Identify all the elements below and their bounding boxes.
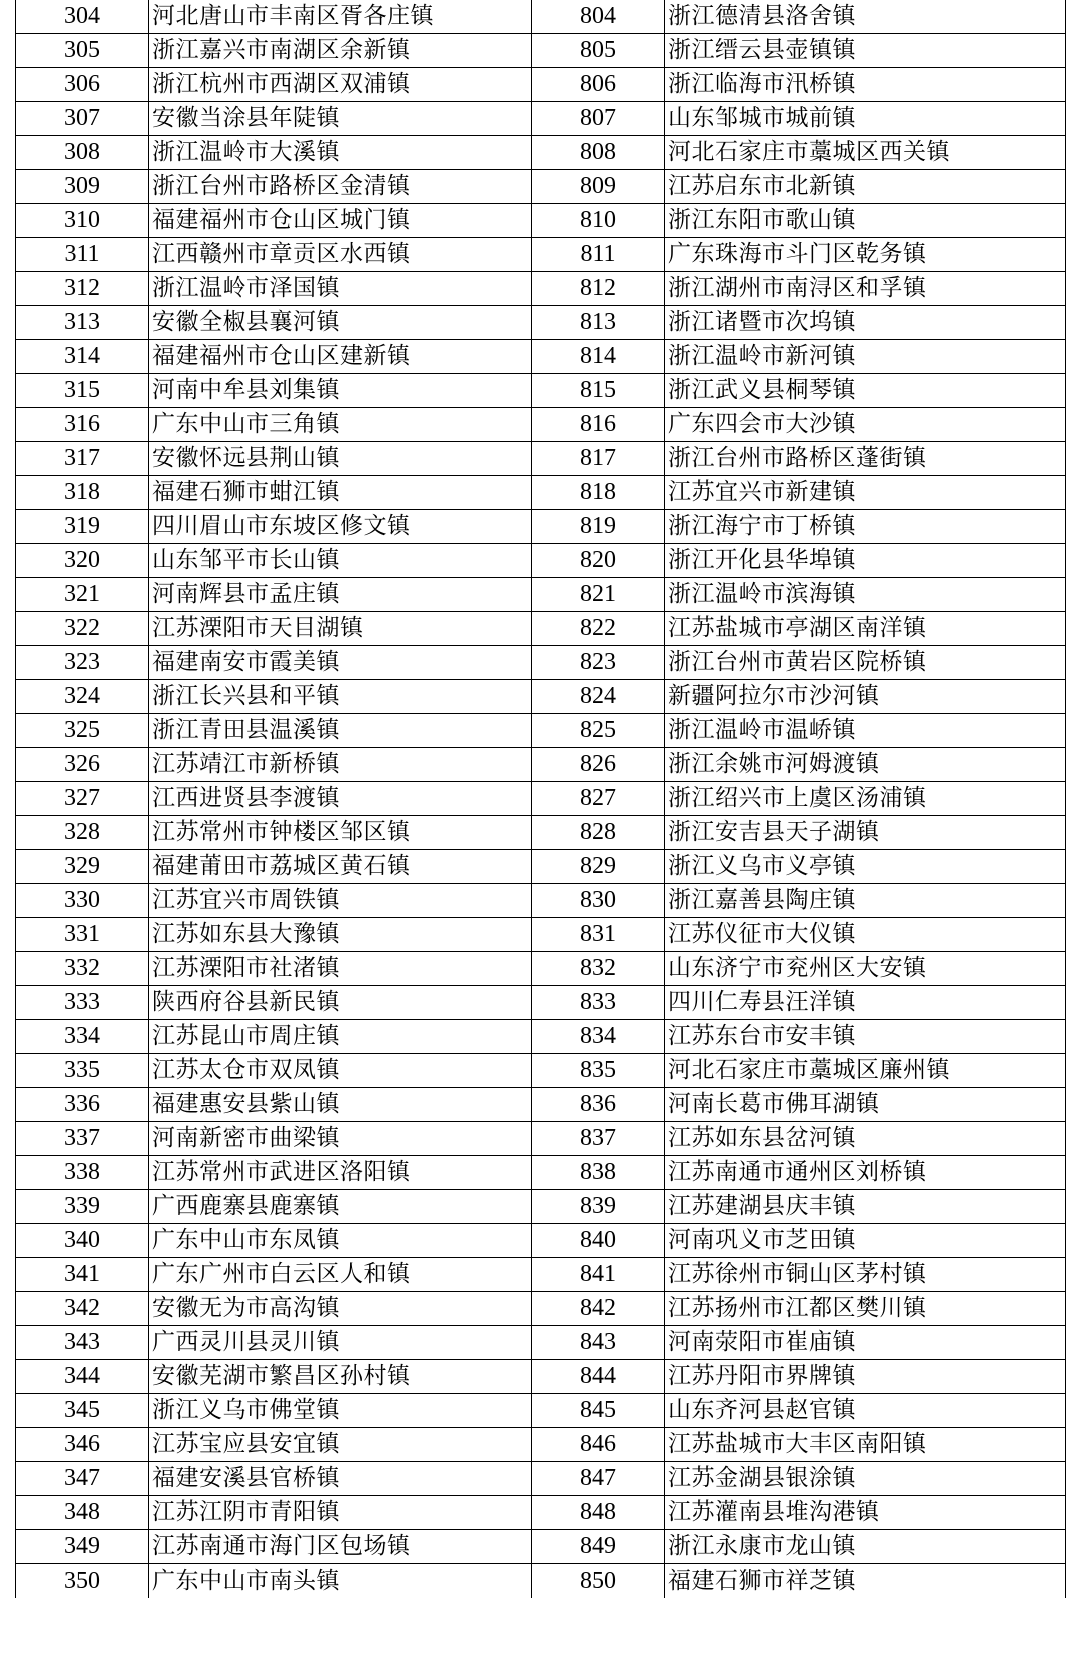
right-town-cell: 江苏徐州市铜山区茅村镇 [665,1258,1066,1292]
right-number-cell: 811 [532,238,665,272]
right-town-cell: 浙江临海市汛桥镇 [665,68,1066,102]
right-number-cell: 817 [532,442,665,476]
right-number-cell: 841 [532,1258,665,1292]
left-town-cell: 陕西府谷县新民镇 [149,986,532,1020]
left-town-cell: 安徽无为市高沟镇 [149,1292,532,1326]
right-number-cell: 809 [532,170,665,204]
left-number-cell: 304 [16,0,149,34]
left-number-cell: 350 [16,1564,149,1598]
right-town-cell: 江苏南通市通州区刘桥镇 [665,1156,1066,1190]
table-row [16,442,1066,476]
left-number-cell: 325 [16,714,149,748]
right-town-cell: 浙江温岭市滨海镇 [665,578,1066,612]
right-town-cell: 浙江永康市龙山镇 [665,1530,1066,1564]
left-number-cell: 334 [16,1020,149,1054]
left-town-cell: 福建安溪县官桥镇 [149,1462,532,1496]
left-number-cell: 331 [16,918,149,952]
right-town-cell: 浙江台州市路桥区蓬街镇 [665,442,1066,476]
right-number-cell: 837 [532,1122,665,1156]
table-row [16,816,1066,850]
left-number-cell: 318 [16,476,149,510]
left-number-cell: 307 [16,102,149,136]
left-town-cell: 江苏常州市钟楼区邹区镇 [149,816,532,850]
left-town-cell: 江苏靖江市新桥镇 [149,748,532,782]
right-number-cell: 845 [532,1394,665,1428]
right-town-cell: 河南巩义市芝田镇 [665,1224,1066,1258]
right-town-cell: 浙江诸暨市次坞镇 [665,306,1066,340]
right-number-cell: 812 [532,272,665,306]
table-row [16,714,1066,748]
right-town-cell: 浙江台州市黄岩区院桥镇 [665,646,1066,680]
table-row [16,204,1066,238]
left-number-cell: 342 [16,1292,149,1326]
right-number-cell: 819 [532,510,665,544]
left-town-cell: 河南新密市曲梁镇 [149,1122,532,1156]
right-number-cell: 804 [532,0,665,34]
left-town-cell: 河南中牟县刘集镇 [149,374,532,408]
town-table-body [16,0,1066,1598]
table-row [16,1530,1066,1564]
right-number-cell: 806 [532,68,665,102]
left-number-cell: 345 [16,1394,149,1428]
right-number-cell: 814 [532,340,665,374]
right-town-cell: 浙江温岭市温峤镇 [665,714,1066,748]
left-number-cell: 320 [16,544,149,578]
right-town-cell: 福建石狮市祥芝镇 [665,1564,1066,1598]
right-number-cell: 816 [532,408,665,442]
left-number-cell: 324 [16,680,149,714]
table-row [16,1224,1066,1258]
table-row [16,238,1066,272]
left-number-cell: 305 [16,34,149,68]
left-town-cell: 江苏太仓市双凤镇 [149,1054,532,1088]
right-number-cell: 846 [532,1428,665,1462]
left-town-cell: 安徽怀远县荆山镇 [149,442,532,476]
left-town-cell: 福建石狮市蚶江镇 [149,476,532,510]
table-row [16,748,1066,782]
right-town-cell: 浙江义乌市义亭镇 [665,850,1066,884]
right-number-cell: 810 [532,204,665,238]
left-number-cell: 309 [16,170,149,204]
right-number-cell: 835 [532,1054,665,1088]
right-number-cell: 849 [532,1530,665,1564]
right-number-cell: 824 [532,680,665,714]
left-number-cell: 311 [16,238,149,272]
right-town-cell: 江苏宜兴市新建镇 [665,476,1066,510]
table-row [16,680,1066,714]
left-number-cell: 323 [16,646,149,680]
right-town-cell: 山东济宁市兖州区大安镇 [665,952,1066,986]
left-number-cell: 306 [16,68,149,102]
right-number-cell: 815 [532,374,665,408]
left-number-cell: 313 [16,306,149,340]
right-number-cell: 842 [532,1292,665,1326]
right-town-cell: 河北石家庄市藁城区西关镇 [665,136,1066,170]
table-row [16,1020,1066,1054]
left-town-cell: 广东中山市三角镇 [149,408,532,442]
table-row [16,1054,1066,1088]
right-number-cell: 834 [532,1020,665,1054]
right-number-cell: 848 [532,1496,665,1530]
table-row [16,68,1066,102]
left-town-cell: 广东广州市白云区人和镇 [149,1258,532,1292]
right-number-cell: 821 [532,578,665,612]
right-town-cell: 浙江绍兴市上虞区汤浦镇 [665,782,1066,816]
right-number-cell: 813 [532,306,665,340]
table-row [16,1258,1066,1292]
left-number-cell: 326 [16,748,149,782]
table-row [16,952,1066,986]
left-town-cell: 广东中山市东凤镇 [149,1224,532,1258]
right-town-cell: 浙江安吉县天子湖镇 [665,816,1066,850]
left-town-cell: 江苏宜兴市周铁镇 [149,884,532,918]
right-number-cell: 830 [532,884,665,918]
right-town-cell: 江苏如东县岔河镇 [665,1122,1066,1156]
right-town-cell: 江苏盐城市大丰区南阳镇 [665,1428,1066,1462]
left-number-cell: 330 [16,884,149,918]
left-town-cell: 江苏南通市海门区包场镇 [149,1530,532,1564]
left-number-cell: 332 [16,952,149,986]
left-number-cell: 316 [16,408,149,442]
left-number-cell: 348 [16,1496,149,1530]
right-town-cell: 广东珠海市斗门区乾务镇 [665,238,1066,272]
table-row [16,340,1066,374]
right-number-cell: 820 [532,544,665,578]
right-number-cell: 832 [532,952,665,986]
table-row [16,306,1066,340]
table-row [16,884,1066,918]
right-town-cell: 浙江海宁市丁桥镇 [665,510,1066,544]
right-number-cell: 836 [532,1088,665,1122]
right-town-cell: 江苏东台市安丰镇 [665,1020,1066,1054]
left-town-cell: 山东邹平市长山镇 [149,544,532,578]
right-number-cell: 840 [532,1224,665,1258]
table-row [16,136,1066,170]
left-number-cell: 308 [16,136,149,170]
left-number-cell: 343 [16,1326,149,1360]
left-number-cell: 322 [16,612,149,646]
table-row [16,782,1066,816]
right-number-cell: 847 [532,1462,665,1496]
table-row [16,1292,1066,1326]
right-number-cell: 831 [532,918,665,952]
left-number-cell: 349 [16,1530,149,1564]
right-town-cell: 浙江温岭市新河镇 [665,340,1066,374]
table-row [16,170,1066,204]
right-town-cell: 四川仁寿县汪洋镇 [665,986,1066,1020]
left-town-cell: 安徽当涂县年陡镇 [149,102,532,136]
left-town-cell: 福建莆田市荔城区黄石镇 [149,850,532,884]
left-town-cell: 浙江温岭市大溪镇 [149,136,532,170]
left-town-cell: 江苏溧阳市社渚镇 [149,952,532,986]
right-number-cell: 805 [532,34,665,68]
right-number-cell: 826 [532,748,665,782]
left-number-cell: 339 [16,1190,149,1224]
left-number-cell: 347 [16,1462,149,1496]
right-town-cell: 浙江德清县洛舍镇 [665,0,1066,34]
left-town-cell: 浙江义乌市佛堂镇 [149,1394,532,1428]
table-row [16,1088,1066,1122]
table-row [16,1326,1066,1360]
town-table [15,0,1066,1598]
right-number-cell: 808 [532,136,665,170]
right-town-cell: 浙江嘉善县陶庄镇 [665,884,1066,918]
table-row [16,476,1066,510]
right-number-cell: 823 [532,646,665,680]
left-town-cell: 浙江温岭市泽国镇 [149,272,532,306]
table-row [16,1462,1066,1496]
right-town-cell: 山东邹城市城前镇 [665,102,1066,136]
left-town-cell: 福建南安市霞美镇 [149,646,532,680]
right-town-cell: 江苏灌南县堆沟港镇 [665,1496,1066,1530]
left-town-cell: 安徽芜湖市繁昌区孙村镇 [149,1360,532,1394]
left-number-cell: 321 [16,578,149,612]
left-town-cell: 江苏宝应县安宜镇 [149,1428,532,1462]
right-town-cell: 新疆阿拉尔市沙河镇 [665,680,1066,714]
left-town-cell: 福建惠安县紫山镇 [149,1088,532,1122]
left-number-cell: 317 [16,442,149,476]
right-number-cell: 828 [532,816,665,850]
right-town-cell: 山东齐河县赵官镇 [665,1394,1066,1428]
left-number-cell: 335 [16,1054,149,1088]
right-number-cell: 822 [532,612,665,646]
left-town-cell: 浙江台州市路桥区金清镇 [149,170,532,204]
left-number-cell: 344 [16,1360,149,1394]
table-row [16,918,1066,952]
left-town-cell: 广西鹿寨县鹿寨镇 [149,1190,532,1224]
table-row [16,1564,1066,1598]
table-row [16,646,1066,680]
left-town-cell: 福建福州市仓山区建新镇 [149,340,532,374]
right-town-cell: 浙江余姚市河姆渡镇 [665,748,1066,782]
left-town-cell: 浙江杭州市西湖区双浦镇 [149,68,532,102]
right-number-cell: 850 [532,1564,665,1598]
right-number-cell: 829 [532,850,665,884]
right-town-cell: 浙江缙云县壶镇镇 [665,34,1066,68]
table-row [16,986,1066,1020]
right-town-cell: 浙江湖州市南浔区和孚镇 [665,272,1066,306]
right-number-cell: 827 [532,782,665,816]
table-row [16,102,1066,136]
left-number-cell: 346 [16,1428,149,1462]
left-number-cell: 333 [16,986,149,1020]
right-number-cell: 833 [532,986,665,1020]
table-row [16,544,1066,578]
left-number-cell: 315 [16,374,149,408]
right-number-cell: 818 [532,476,665,510]
left-number-cell: 310 [16,204,149,238]
left-town-cell: 安徽全椒县襄河镇 [149,306,532,340]
right-number-cell: 807 [532,102,665,136]
right-town-cell: 广东四会市大沙镇 [665,408,1066,442]
left-town-cell: 浙江长兴县和平镇 [149,680,532,714]
right-town-cell: 河南荥阳市崔庙镇 [665,1326,1066,1360]
right-town-cell: 江苏金湖县银涂镇 [665,1462,1066,1496]
table-row [16,578,1066,612]
right-town-cell: 江苏启东市北新镇 [665,170,1066,204]
table-row [16,612,1066,646]
right-town-cell: 江苏仪征市大仪镇 [665,918,1066,952]
right-number-cell: 844 [532,1360,665,1394]
left-town-cell: 江西进贤县李渡镇 [149,782,532,816]
right-number-cell: 843 [532,1326,665,1360]
left-number-cell: 340 [16,1224,149,1258]
left-number-cell: 312 [16,272,149,306]
table-row [16,272,1066,306]
table-row [16,1394,1066,1428]
left-town-cell: 福建福州市仓山区城门镇 [149,204,532,238]
table-row [16,850,1066,884]
table-row [16,1122,1066,1156]
left-town-cell: 广东中山市南头镇 [149,1564,532,1598]
right-town-cell: 浙江武义县桐琴镇 [665,374,1066,408]
right-town-cell: 江苏丹阳市界牌镇 [665,1360,1066,1394]
left-number-cell: 341 [16,1258,149,1292]
left-number-cell: 327 [16,782,149,816]
right-number-cell: 825 [532,714,665,748]
table-row [16,1156,1066,1190]
right-town-cell: 河南长葛市佛耳湖镇 [665,1088,1066,1122]
left-number-cell: 338 [16,1156,149,1190]
left-town-cell: 江苏昆山市周庄镇 [149,1020,532,1054]
right-town-cell: 江苏建湖县庆丰镇 [665,1190,1066,1224]
left-town-cell: 江苏溧阳市天目湖镇 [149,612,532,646]
table-row [16,0,1066,34]
left-number-cell: 336 [16,1088,149,1122]
right-town-cell: 江苏盐城市亭湖区南洋镇 [665,612,1066,646]
table-row [16,1428,1066,1462]
left-town-cell: 四川眉山市东坡区修文镇 [149,510,532,544]
table-row [16,408,1066,442]
left-number-cell: 314 [16,340,149,374]
table-row [16,1496,1066,1530]
left-number-cell: 337 [16,1122,149,1156]
left-town-cell: 浙江青田县温溪镇 [149,714,532,748]
left-town-cell: 广西灵川县灵川镇 [149,1326,532,1360]
table-row [16,1360,1066,1394]
left-town-cell: 河北唐山市丰南区胥各庄镇 [149,0,532,34]
table-row [16,374,1066,408]
right-town-cell: 浙江开化县华埠镇 [665,544,1066,578]
town-list-sheet [15,0,1065,1598]
left-town-cell: 河南辉县市孟庄镇 [149,578,532,612]
left-number-cell: 328 [16,816,149,850]
right-number-cell: 839 [532,1190,665,1224]
left-town-cell: 江西赣州市章贡区水西镇 [149,238,532,272]
left-number-cell: 319 [16,510,149,544]
table-row [16,510,1066,544]
left-town-cell: 江苏江阴市青阳镇 [149,1496,532,1530]
table-row [16,1190,1066,1224]
table-row [16,34,1066,68]
left-town-cell: 浙江嘉兴市南湖区余新镇 [149,34,532,68]
left-number-cell: 329 [16,850,149,884]
left-town-cell: 江苏常州市武进区洛阳镇 [149,1156,532,1190]
left-town-cell: 江苏如东县大豫镇 [149,918,532,952]
right-town-cell: 江苏扬州市江都区樊川镇 [665,1292,1066,1326]
right-town-cell: 浙江东阳市歌山镇 [665,204,1066,238]
right-number-cell: 838 [532,1156,665,1190]
right-town-cell: 河北石家庄市藁城区廉州镇 [665,1054,1066,1088]
